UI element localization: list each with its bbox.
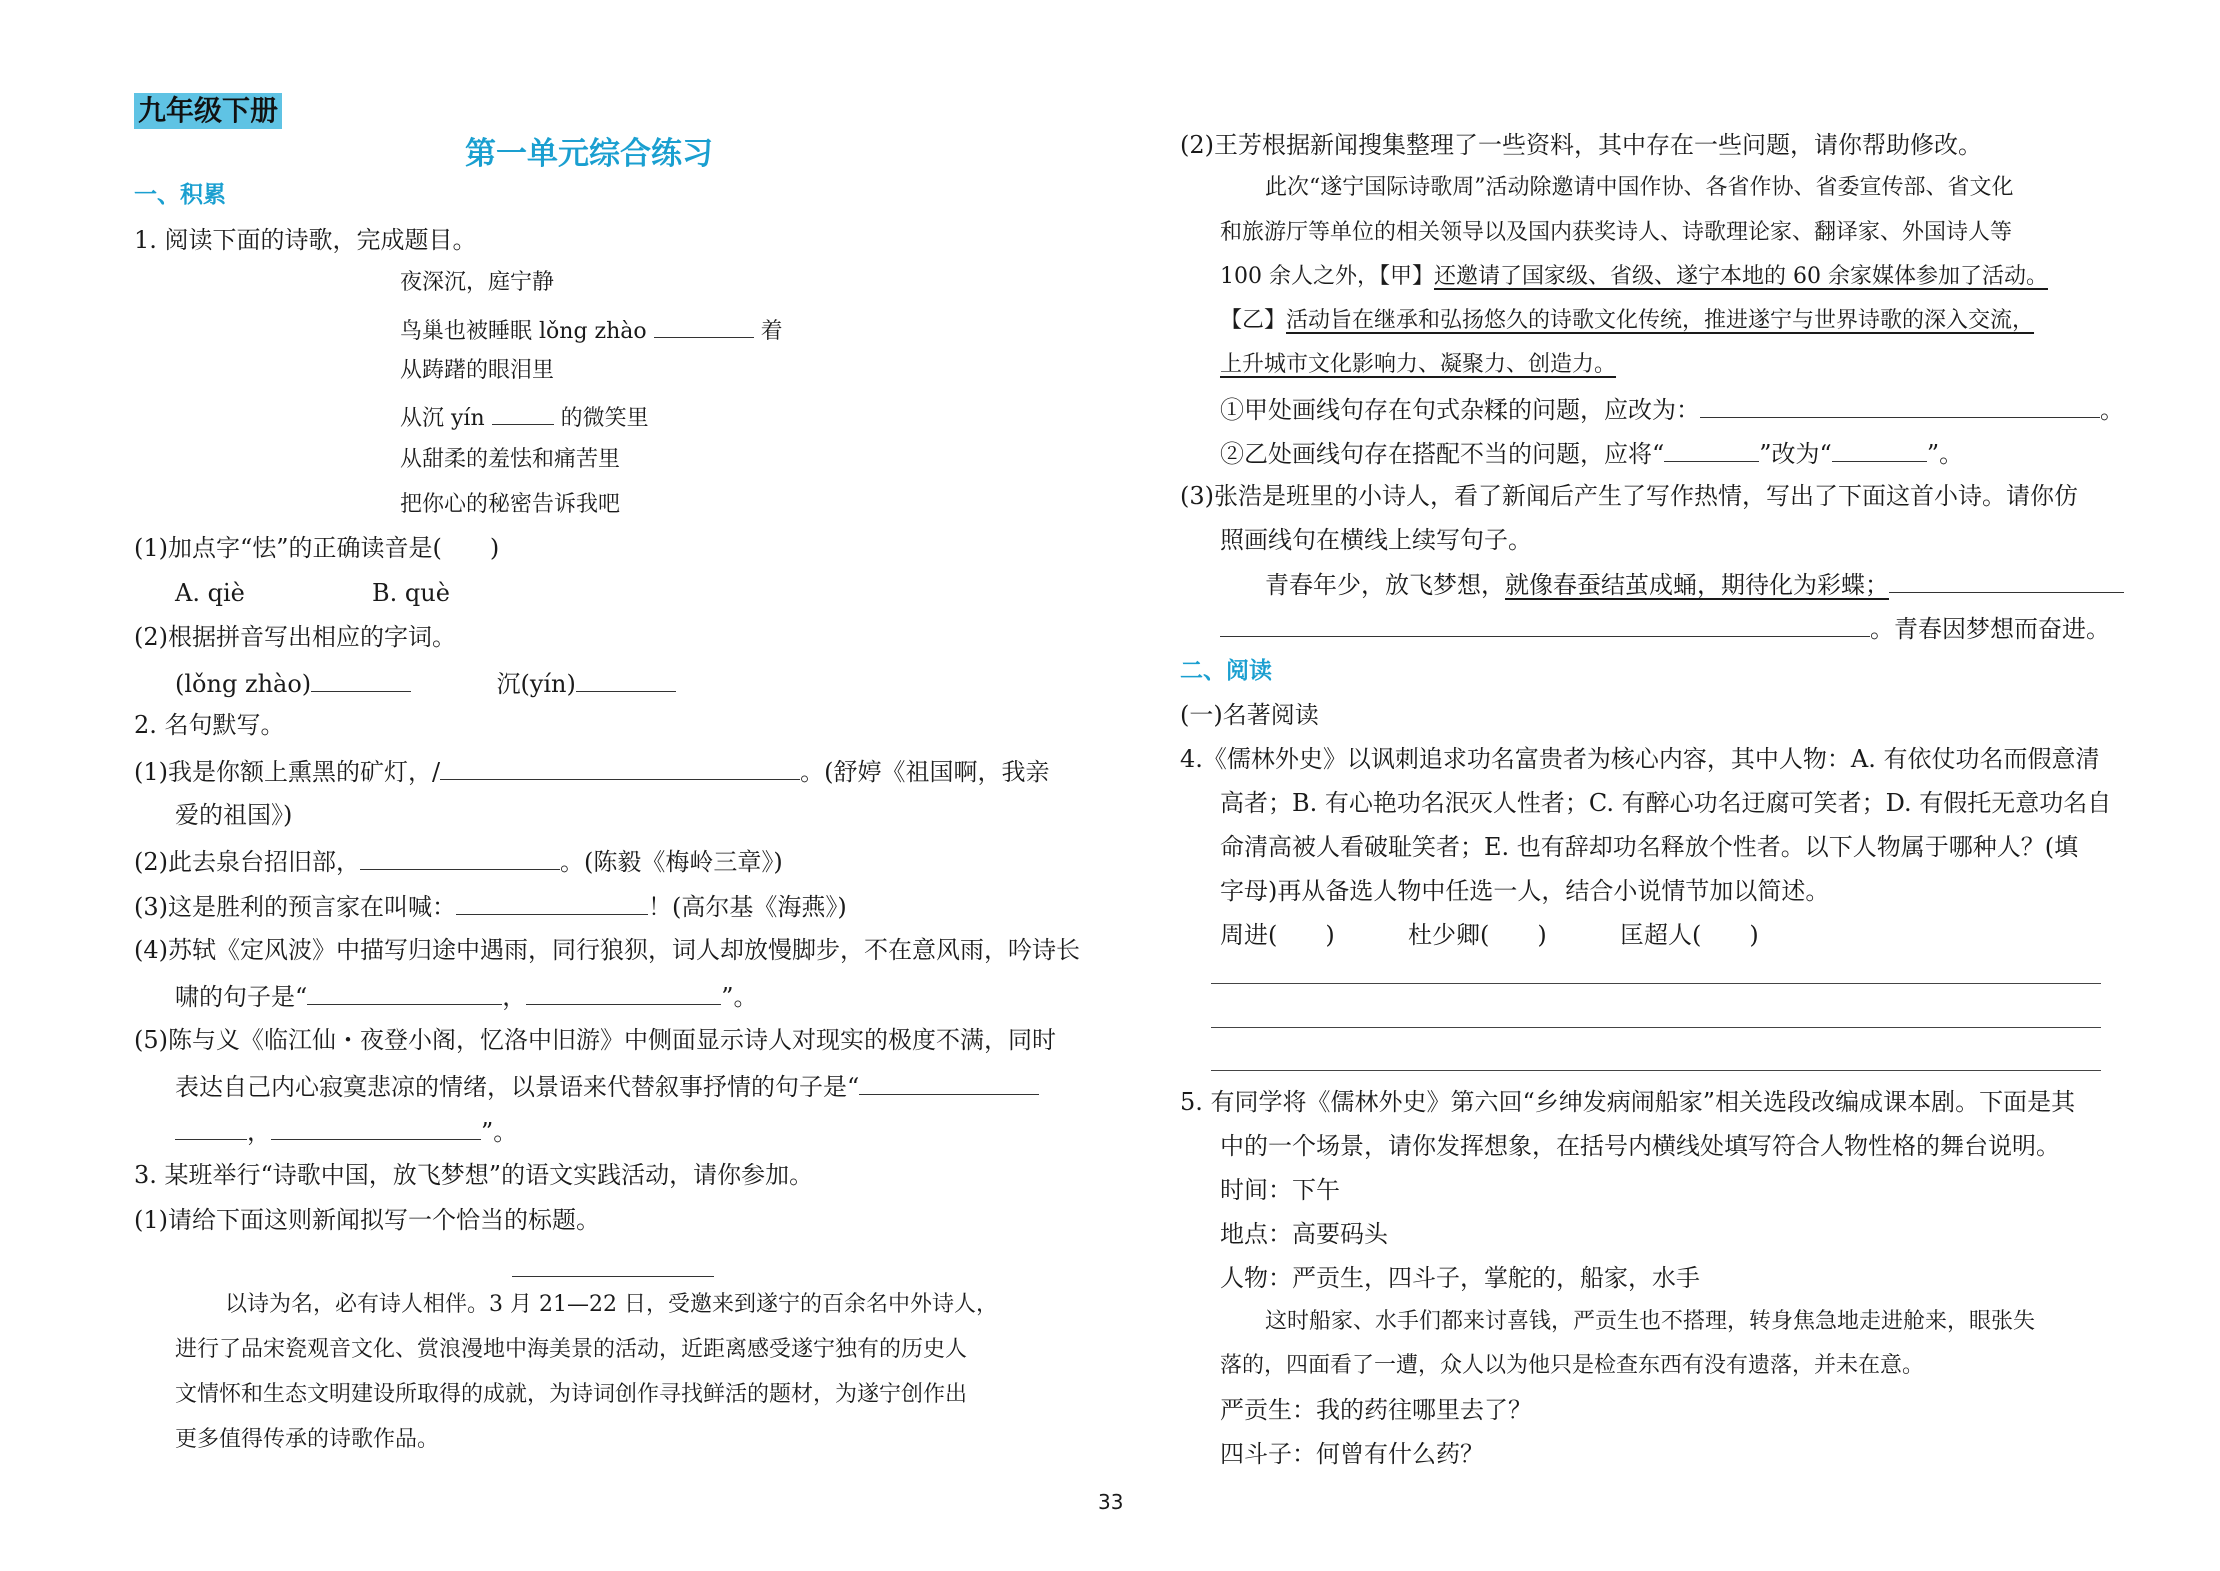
section-heading-reading: 二、阅读 [1180,658,1272,684]
blank-q2-5b[interactable] [175,1115,247,1140]
poem-line-3: 从踌躇的眼泪里 [400,358,555,383]
question-4: 4.《儒林外史》以讽刺追求功名富贵者为核心内容，其中人物：A. 有依仗功名而假意清 [1180,745,2100,773]
fix-2-mid: ”改为“ [1759,440,1832,468]
material-line-4 [1220,306,2034,336]
question-1: 1. 阅读下面的诗歌，完成题目。 [134,226,477,254]
pinyin-yin: 沉(yín) [496,670,576,698]
section-heading-accumulation: 一、积累 [134,182,226,208]
question-2-5-cont [175,1070,1039,1102]
question-2-3 [134,890,847,922]
option-kuangchaoren: 匡超人( ) [1620,921,1759,949]
question-5-cont: 中的一个场景，请你发挥想象，在括号内横线处填写符合人物性格的舞台说明。 [1220,1132,2060,1160]
scene-characters: 人物：严贡生，四斗子，掌舵的，船家，水手 [1220,1264,1700,1292]
question-1-2: (2)根据拼音写出相应的字词。 [134,623,456,651]
fix-1 [1220,393,2124,425]
scene-place: 地点：高要码头 [1220,1220,1388,1248]
option-zhoujin: 周进( ) [1220,921,1335,949]
underlined-sentence-yi: 活动旨在继承和弘扬悠久的诗歌文化传统，推进遂宁与世界诗歌的深入交流， [1286,308,2035,333]
poem-line-4-end: 的微笑里 [560,406,649,431]
blank-yin[interactable] [492,400,554,425]
question-3-1: (1)请给下面这则新闻拟写一个恰当的标题。 [134,1206,600,1234]
poem-line-5: 从甜柔的羞怯和痛苦里 [400,447,621,472]
question-1-1: (1)加点字“怯”的正确读音是( ) [134,534,500,562]
page-number: 33 [1098,1490,1124,1514]
question-4-line-3: 命清高被人看破耻笑者；E. 也有辞却功名释放个性者。以下人物属于哪种人？(填 [1220,833,2079,861]
option-a: A. qiè [175,579,245,607]
page-title: 第一单元综合练习 [465,136,713,172]
fix-1-end: 。 [2100,396,2124,424]
poem-line-6: 把你心的秘密告诉我吧 [400,492,621,517]
q2-4-end: ”。 [721,983,758,1011]
fix-2-end: ”。 [1926,440,1964,468]
subsection-classics: (一)名著阅读 [1180,701,1319,729]
dialogue-sidouzi: 四斗子：何曾有什么药？ [1220,1440,1484,1468]
blank-lzhao[interactable] [654,313,754,338]
news-line-4: 更多值得传承的诗歌作品。 [175,1427,440,1452]
poem-line-4-text: 从沉 yín [400,406,485,431]
question-3-3: (3)张浩是班里的小诗人，看了新闻后产生了写作热情，写出了下面这首小诗。请你仿 [1180,482,2078,510]
scene-description-2: 落的，四面看了一遭，众人以为他只是检查东西有没有遗落，并未在意。 [1220,1353,1925,1378]
q2-5-end: ”。 [481,1118,518,1146]
q2-5-sep: ， [247,1118,271,1146]
option-b: B. què [372,579,450,607]
poem-line-2 [400,313,783,347]
youth-poem-underlined: 就像春蚕结茧成蛹，期待化为彩蝶； [1505,571,1889,599]
poem-line-2-text: 鸟巢也被睡眠 lǒng zhào [400,319,647,344]
pinyin-answer-row [175,667,676,699]
question-4-options [1220,920,1759,950]
question-5: 5. 有同学将《儒林外史》第六回“乡绅发病闹船家”相关选段改编成课本剧。下面是其 [1180,1088,2076,1116]
scene-description-1: 这时船家、水手们都来讨喜钱，严贡生也不搭理，转身焦急地走进舱来，眼张失 [1265,1309,2036,1334]
material-line-2: 和旅游厅等单位的相关领导以及国内获奖诗人、诗歌理论家、翻译家、外国诗人等 [1220,220,2013,245]
question-2-5-cont2 [175,1115,517,1147]
fix-2-text: ②乙处画线句存在搭配不当的问题，应将“ [1220,440,1665,468]
label-yi: 【乙】 [1220,308,1287,333]
poem-line-4 [400,400,649,434]
blank-pinyin-2[interactable] [576,667,676,692]
fix-1-text: ①甲处画线句存在句式杂糅的问题，应改为： [1220,396,1700,424]
blank-q2-4b[interactable] [526,980,721,1005]
scene-time: 时间：下午 [1220,1176,1340,1204]
q2-1-text: (1)我是你额上熏黑的矿灯，/ [134,758,441,786]
q2-5-text: 表达自己内心寂寞悲凉的情绪，以景语来代替叙事抒情的句子是“ [175,1073,860,1101]
blank-q2-5a[interactable] [859,1070,1039,1095]
youth-poem-start: 青春年少，放飞梦想， [1265,571,1505,599]
material-line-3 [1220,262,2048,292]
blank-fix-2b[interactable] [1832,437,1927,462]
youth-poem-line-1 [1265,568,2124,600]
question-4-line-4: 字母)再从备选人物中任选一人，结合小说情节加以简述。 [1220,877,1830,905]
question-3-2: (2)王芳根据新闻搜集整理了一些资料，其中存在一些问题，请你帮助修改。 [1180,131,1982,159]
news-line-3: 文情怀和生态文明建设所取得的成就，为诗词创作寻找鲜活的题材，为遂宁创作出 [175,1382,968,1407]
q2-1-source: 。(舒婷《祖国啊，我亲 [800,758,1050,786]
question-2-1 [134,755,1049,787]
underlined-sentence-jia: 还邀请了国家级、省级、遂宁本地的 60 余家媒体参加了活动。 [1434,264,2048,289]
blank-q2-3[interactable] [456,890,648,915]
news-line-2: 进行了品宋瓷观音文化、赏浪漫地中海美景的活动，近距离感受遂宁独有的历史人 [175,1337,968,1362]
question-2-5: (5)陈与义《临江仙・夜登小阁，忆洛中旧游》中侧面显示诗人对现实的极度不满，同时 [134,1026,1056,1054]
blank-fix-2a[interactable] [1664,437,1759,462]
poem-line-1: 夜深沉，庭宁静 [400,270,555,295]
blank-q2-5c[interactable] [271,1115,481,1140]
grade-tag: 九年级下册 [134,93,282,129]
dialogue-yan: 严贡生：我的药往哪里去了？ [1220,1396,1532,1424]
pinyin-lzhao: (lǒng zhào) [175,670,312,698]
blank-q2-2[interactable] [360,845,560,870]
blank-fix-1[interactable] [1700,393,2100,418]
question-3-3-cont: 照画线句在横线上续写句子。 [1220,526,1532,554]
q2-3-text: (3)这是胜利的预言家在叫喊： [134,893,456,921]
option-dushaoqing: 杜少卿( ) [1408,921,1547,949]
blank-youth-1[interactable] [1889,568,2124,593]
question-2-4-cont [175,980,758,1012]
blank-youth-2[interactable] [1220,612,1870,637]
question-2-1-cont: 爱的祖国》) [175,801,293,829]
news-line-1: 以诗为名，必有诗人相伴。3 月 21—22 日，受邀来到遂宁的百余名中外诗人， [225,1292,998,1317]
question-3: 3. 某班举行“诗歌中国，放飞梦想”的语文实践活动，请你参加。 [134,1161,814,1189]
q2-4-sep: ， [502,983,527,1011]
answer-line-2[interactable] [1211,1027,2101,1028]
q2-2-source: 。(陈毅《梅岭三章》) [560,848,783,876]
question-2: 2. 名句默写。 [134,711,285,739]
q2-4-text: 啸的句子是“ [175,983,308,1011]
headline-blank[interactable] [512,1276,714,1277]
blank-q2-1[interactable] [440,755,800,780]
underlined-sentence-yi-cont: 上升城市文化影响力、凝聚力、创造力。 [1220,352,1617,377]
material-line-1: 此次“遂宁国际诗歌周”活动除邀请中国作协、各省作协、省委宣传部、省文化 [1265,175,2014,200]
blank-q2-4a[interactable] [307,980,502,1005]
youth-poem-line-2 [1220,612,2110,644]
fix-2 [1220,437,1963,469]
answer-line-1[interactable] [1211,983,2101,984]
poem-line-2-end: 着 [760,319,783,344]
q2-3-source: ！(高尔基《海燕》) [648,893,847,921]
blank-pinyin-1[interactable] [311,667,411,692]
question-2-2 [134,845,783,877]
answer-line-3[interactable] [1211,1070,2101,1071]
question-4-line-2: 高者；B. 有心艳功名泯灭人性者；C. 有醉心功名迂腐可笑者；D. 有假托无意功名自 [1220,789,2112,817]
question-2-4: (4)苏轼《定风波》中描写归途中遇雨，同行狼狈，词人却放慢脚步，不在意风雨，吟诗长 [134,936,1080,964]
youth-poem-end: 。青春因梦想而奋进。 [1870,615,2110,643]
material-line-3-text: 100 余人之外，【甲】 [1220,264,1434,289]
material-line-5 [1220,350,1616,380]
q2-2-text: (2)此去泉台招旧部， [134,848,360,876]
